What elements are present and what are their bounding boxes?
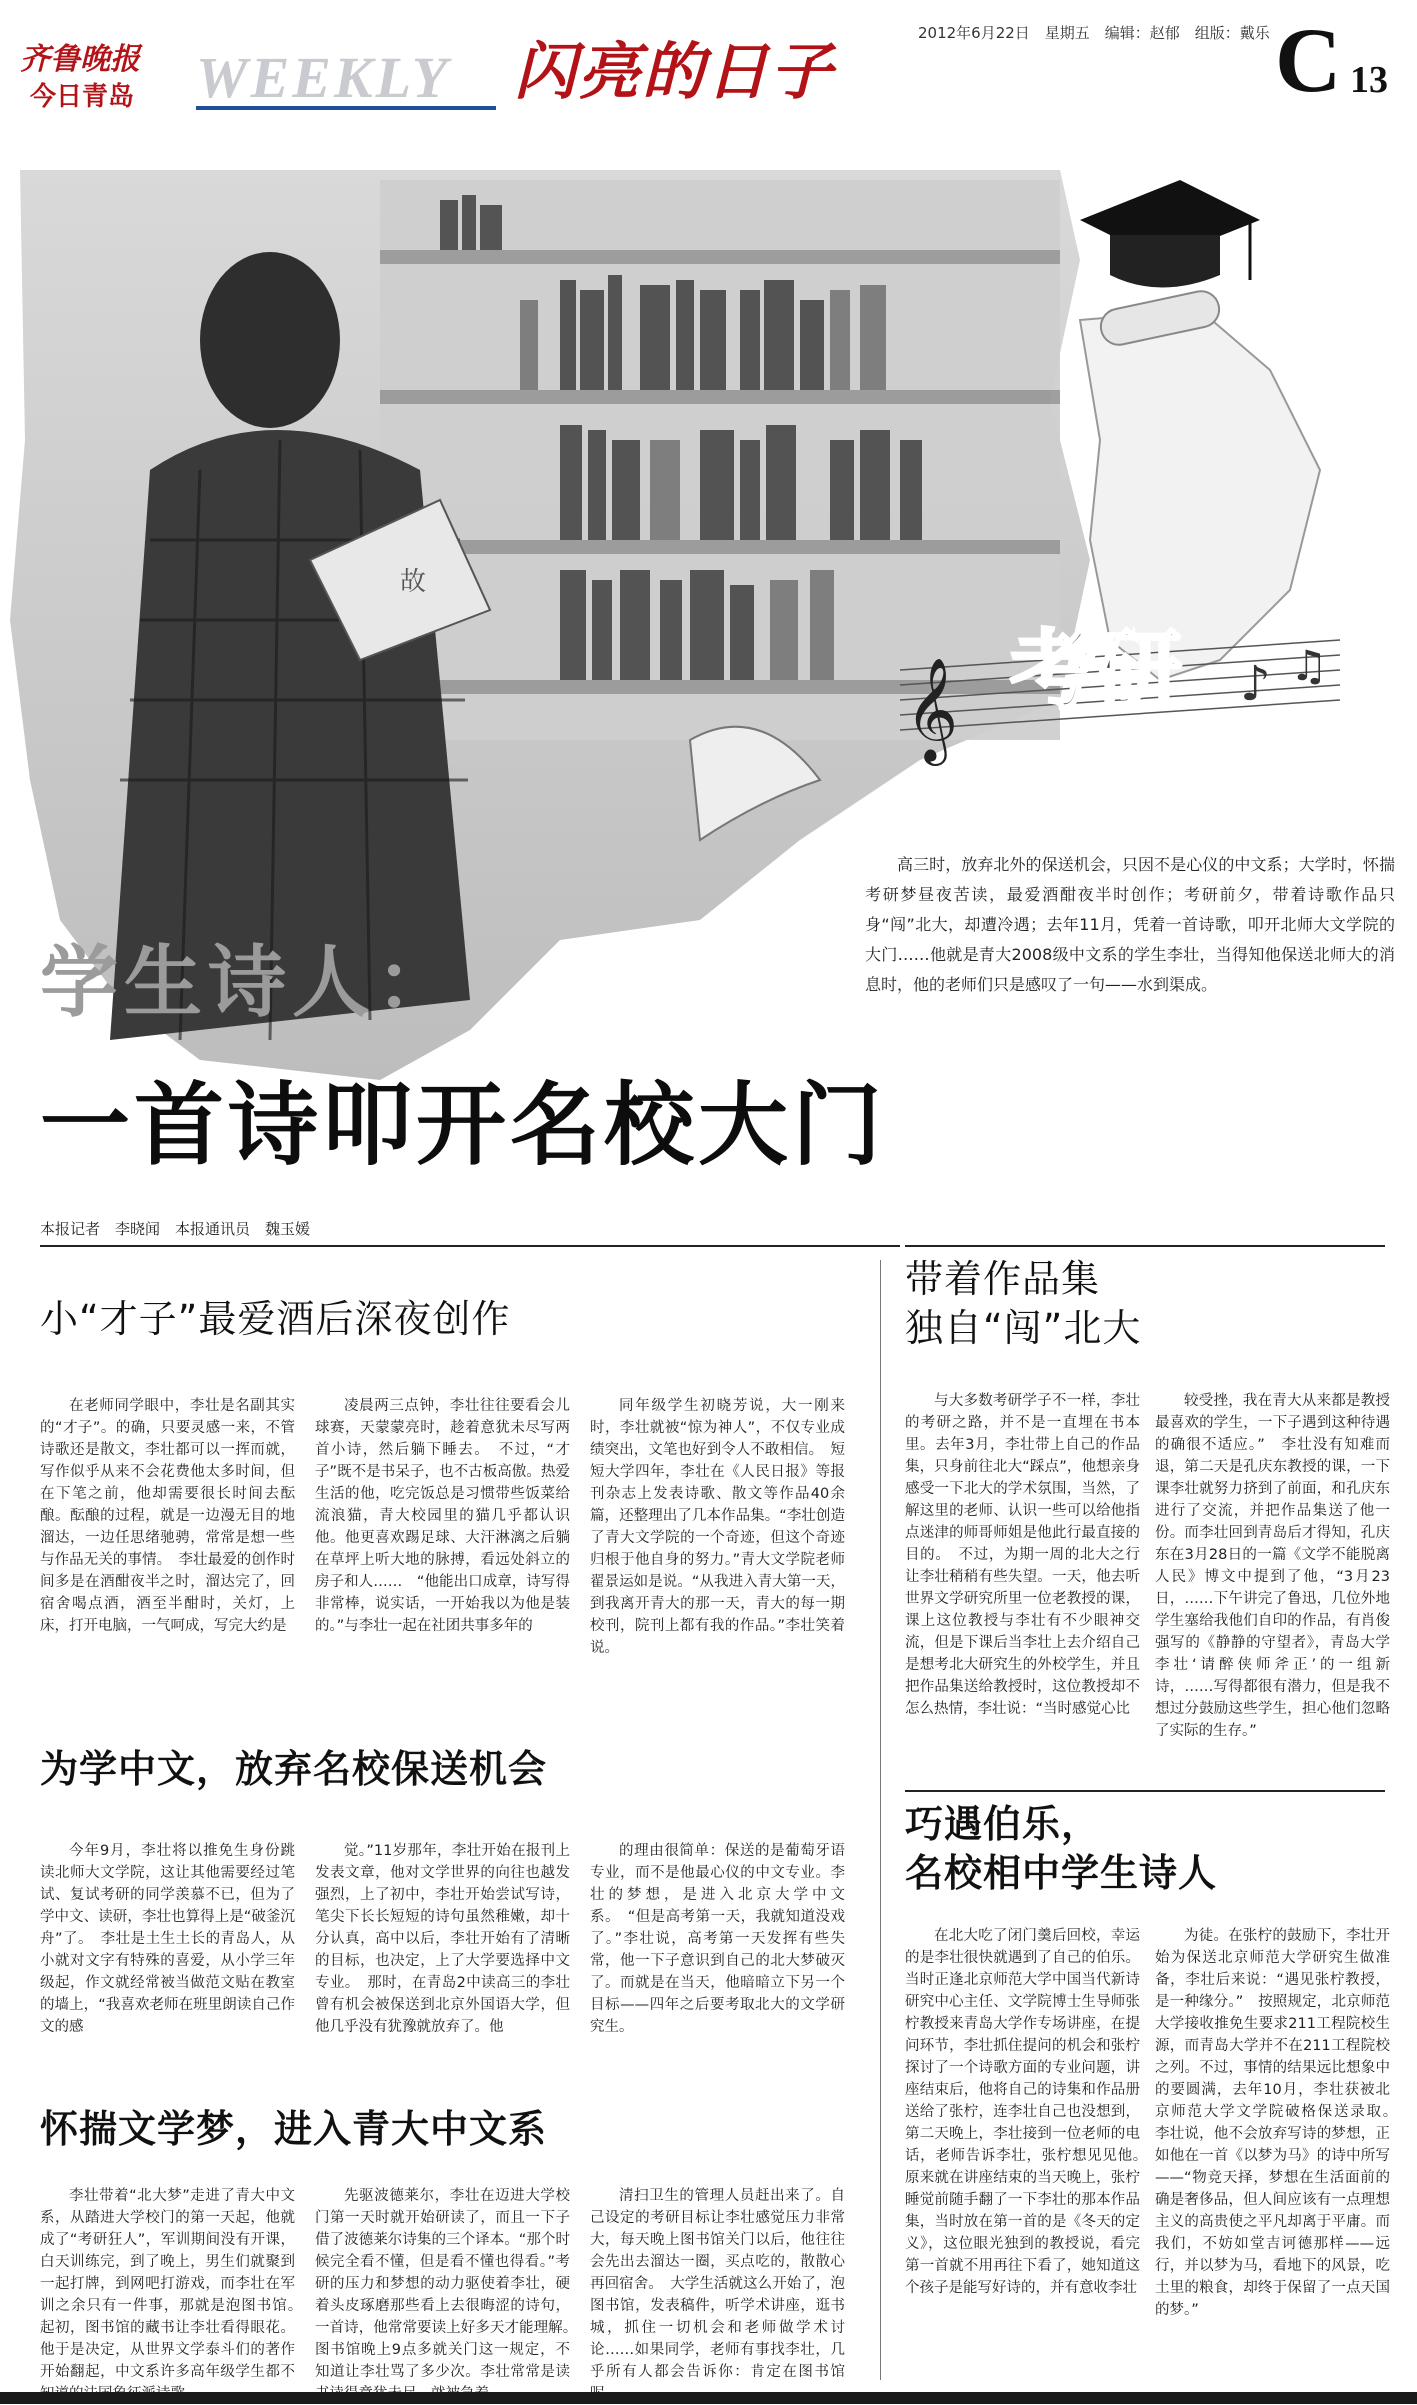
article-column: 在老师同学眼中，李壮是名副其实的“才子”。的确，只要灵感一来，不管诗歌还是散文，李壮都可以一挥而就，写作似乎从来不会花费他太多时间，但在下笔之前，他却需要很长时间去酝酿。酝酿的过程，就是一边漫无目的地溜达，一边任思绪驰骋，常常是想一些与作品无关的事情。 李壮最爱的创作时间多是在酒酣夜半之时，溜达完了，回宿舍喝点酒，酒至半酣时，关灯，上床，打开电脑，一气呵成，写完大约是	[40, 1398, 295, 1634]
music-note-icon: ♪	[1240, 656, 1271, 712]
intro-text: 高三时，放弃北外的保送机会，只因不是心仪的中文系；大学时，怀揣考研梦昼夜苦读，最爱酒酣夜半时创作；考研前夕，带着诗歌作品只身“闯”北大，却遭冷遇；去年11月，凭着一首诗歌，叩开北师大文学院的大门……他就是青大2008级中文系的学生李壮，当得知他保送北师大的消息时，他的老师们只是感叹了一句——水到渠成。	[865, 855, 1395, 994]
article-column: 清扫卫生的管理人员赶出来了。自己设定的考研目标让李壮感觉压力非常大，每天晚上图书馆关门以后，他往往会先出去溜达一圈，买点吃的，散散心再回宿舍。 大学生活就这么开始了，泡图书馆，发表稿件，听学术讲座，逛书城，抓住一切机会和老师做学术讨论……如果同学，老师有事找李壮，几乎所有人都会告诉你：肯定在图书馆	[590, 2188, 845, 2380]
section-heading: 巧遇伯乐， 名校相中学生诗人	[905, 1802, 1218, 1896]
article-column: 为徒。在张柠的鼓励下，李壮开始为保送北京师范大学研究生做准备，李壮后来说：“遇见张柠教授，是一种缘分。” 按照规定，北京师范大学接收推免生要求211工程院校生源，而青岛大学并不在211工程院校之列。不过，事情的结果远比想象中的要圆满，去年10月，李壮获被北京师范大学文学院破格保送录取。 李壮说，他不会放弃写诗的梦想，正如他在一首《以梦为马》的诗中所写——“物竞天择，梦想在生活面前的确是奢侈品，但人间应该有一点理想主义的高贵使之平凡却离于平庸。而我们，不妨如堂吉诃德那样——远行，并以梦为马，看地下的风景，吃土里的粮食，却终于保留了一点天国的梦。”	[1155, 1928, 1405, 2318]
byline: 本报记者 李晓闻 本报通讯员 魏玉媛	[40, 1220, 311, 1238]
music-note-icon: ♫	[1290, 641, 1328, 690]
paper-name: 齐鲁晚报	[20, 42, 140, 77]
issue-info: 2012年6月22日 星期五 编辑：赵郁 组版：戴乐	[918, 24, 1270, 42]
article-column: 在北大吃了闭门羹后回校，幸运的是李壮很快就遇到了自己的伯乐。当时正逢北京师范大学中国当代新诗研究中心主任、文学院博士生导师张柠教授来青岛大学作专场讲座，在提问环节，李壮抓住提问的机会和张柠探讨了一个诗歌方面的专业问题，讲座结束后，他将自己的诗集和作品册送给了张柠，连李壮自己也没想到，第二天晚上，李壮接到一位老师的电话，老师告诉李壮，张柠想见见他。 原来就在讲座结束的当天晚上，张柠睡觉前随手翻了一下李壮的那本作品集，当时放在第一首的是《冬天的定义》，这位眼光独到的教授说，看完第一首就不用再往下看了，她知道这个孩子是能写好诗的，并有意收李壮	[905, 1928, 1155, 2296]
article-column: 的理由很简单：保送的是葡萄牙语专业，而不是他最心仪的中文专业。李壮的梦想，是进入北京大学中文系。 “但是高考第一天，我就知道没戏了。”李壮说，高考第一天发挥有些失常，他一下子意识到自己的北大梦破灭了。而就是在当天，他暗暗立下另一个目标——四年之后要考取北大的文学研究生。	[590, 1843, 845, 2035]
divider	[40, 1245, 900, 1247]
book-title: 故	[400, 567, 427, 597]
divider	[905, 1790, 1385, 1792]
section-heading: 小“才子”最爱酒后深夜创作	[40, 1297, 511, 1341]
weekly-label: WEEKLY	[196, 45, 451, 110]
kicker-headline: 学生诗人：	[40, 938, 461, 1028]
main-headline: 一首诗叩开名校大门	[40, 1073, 886, 1178]
kaoyan-badge-text: 考研	[1010, 621, 1182, 721]
paper-edition: 今日青岛	[30, 82, 135, 112]
column-divider	[880, 1260, 881, 2380]
page-number: 13	[1350, 59, 1388, 101]
weekly-banner	[196, 44, 496, 110]
divider	[905, 1245, 1385, 1247]
article-column: 较受挫，我在青大从来都是教授最喜欢的学生，一下子遇到这种待遇的确很不适应。” 李壮没有知难而退，第二天是孔庆东教授的课，一下课李壮就努力挤到了前面，和孔庆东进行了交流，并把作品集送了他一份。而李壮回到青岛后才得知，孔庆东在3月28日的一篇《文学不能脱离人民》博文中提到了他，“3月23日，……下午讲完了鲁迅，几位外地学生塞给我他们自印的作品，有肖俊强写的《静静的守望者》，青岛大学李壮‘请醉侠师斧正’的一组新诗，……写得都很有潜力，但是我不想过分鼓励这些学生，担心他们忽略了实际的生存。”	[1155, 1393, 1390, 1739]
article-column: 觉。”11岁那年，李壮开始在报刊上发表文章，他对文学世界的向往也越发强烈，上了初中，李壮开始尝试写诗，笔尖下长长短短的诗句虽然稚嫩，却十分认真，高中以后，李壮开始有了清晰的目标，也决定，上了大学要选择中文专业。 那时，在青岛2中读高三的李壮曾有机会被保送到北京外国语大学，但他几乎没有犹豫就放弃了。他	[315, 1843, 570, 2035]
section-heading: 怀揣文学梦，进入青大中文系	[40, 2107, 548, 2151]
article-column: 李壮带着“北大梦”走进了青大中文系，从踏进大学校门的第一天起，他就成了“考研狂人”，军训期间没有开课，白天训练完，到了晚上，男生们就聚到一起打牌，到网吧打游戏，而李壮在军训之余只有一件事，那就是泡图书馆。 起初，图书馆的藏书让李壮看得眼花。他于是决定，从世界文学泰斗们的著作开始翻起，中文系许多高年级学生都不	[40, 2188, 295, 2380]
section-heading: 为学中文，放弃名校保送机会	[40, 1747, 548, 1791]
section-title: 闪亮的日子	[514, 35, 835, 108]
article-column: 今年9月，李壮将以推免生身份跳读北师大文学院，这让其他需要经过笔试、复试考研的同学羡慕不已，但为了学中文、读研，李壮也算得上是“破釜沉舟”了。 李壮是土生土长的青岛人，从小就对文字有特殊的喜爱，从小学三年级起，作文就经常被当做范文贴在教室的墙上，“我喜欢老师在班里朗读自己作文的感	[40, 1843, 295, 2035]
graduation-cap-icon	[1080, 180, 1260, 348]
bookshelves	[380, 180, 1060, 740]
section-heading: 带着作品集 独自“闯”北大	[905, 1257, 1142, 1351]
footer-bar	[0, 2392, 1417, 2404]
article-column: 同年级学生初晓芳说，大一刚来时，李壮就被“惊为神人”，不仅专业成绩突出，文笔也好到令人不敢相信。 短短大学四年，李壮在《人民日报》等报刊杂志上发表诗歌、散文等作品40余篇，还整理出了几本作品集。“李壮创造了青大文学院的一个奇迹，但这个奇迹归根于他自身的努力。”青大文学院老师翟景运如是说。“从我进入青大第一天，到我离开青大的那一天，青大的每一期校刊，院刊上都有我的作品。”李壮笑着说。	[590, 1398, 845, 1656]
kaoyan-badge	[1010, 621, 1182, 721]
article-column: 先驱波德莱尔，李壮在迈进大学校门第一天时就开始研读了，而且一下子借了波德莱尔诗集的三个译本。“那个时候完全看不懂，但是看不懂也得看。”考研的压力和梦想的动力驱使着李壮，硬着头皮琢磨那些看上去很晦涩的诗句，一首诗，他常常要读上好多天才能理解。 图书馆晚上9点多就关门这一规定，不知道让李壮骂了多少次。李壮常常是读	[315, 2188, 570, 2380]
page-letter: C	[1275, 9, 1342, 111]
article-column: 凌晨两三点钟，李壮往往要看会儿球赛，天蒙蒙亮时，趁着意犹未尽写两首小诗，然后躺下睡去。 不过，“才子”既不是书呆子，也不古板高傲。热爱生活的他，吃完饭总是习惯带些饭菜给流浪猫，青大校园里的猫几乎都认识他。他更喜欢踢足球、大汗淋漓之后躺在草坪上听大地的脉搏，看远处斜立的房子和人…… “他能出口成章，诗写得非常棒，说实话，一开始我以为他是装的。”与李壮一起在社团共事多年的	[315, 1398, 570, 1634]
masthead	[0, 0, 1417, 140]
treble-clef-icon: 𝄞	[905, 657, 959, 762]
article-column: 与大多数考研学子不一样，李壮的考研之路，并不是一直埋在书本里。去年3月，李壮带上自己的作品集，只身前往北大“踩点”，他想亲身感受一下北大的学术氛围，当然，了解这里的老师、认识一些可以给他指点迷津的师哥师姐是他此行最直接的目的。 不过，为期一周的北大之行让李壮稍稍有些失望。一天，他去听世界文学研究所里一位老教授的课，课上这位教授与李壮有不少眼神交流，但是下课后当李壮上去介绍自己是想考北大研究生的外校学生，并且把作品集送给教授时，这位教授却不怎么热情，李壮说：“当时感觉心比	[905, 1393, 1140, 1717]
